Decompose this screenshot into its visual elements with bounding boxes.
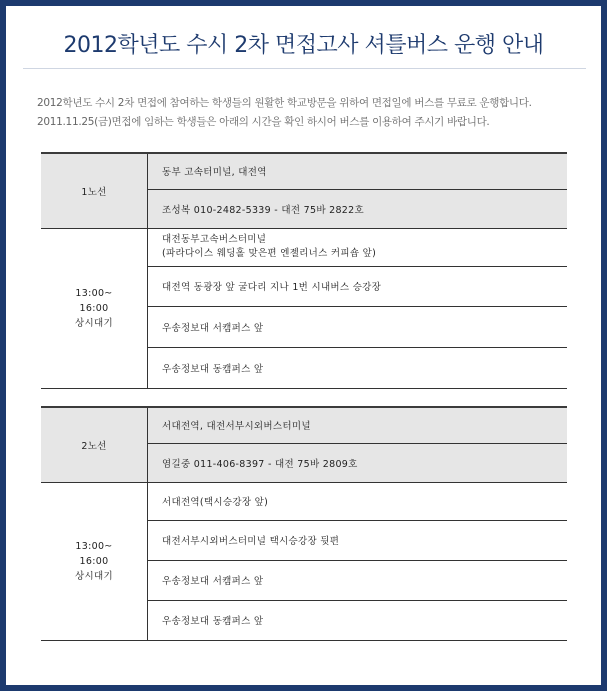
route-1-table: [41, 152, 567, 389]
route-2-stop-1: 서대전역(택시승강장 앞): [148, 482, 568, 520]
route-1-stop-1-line-2: (파라다이스 웨딩홀 맞은편 엔젤리너스 커피숍 앞): [162, 248, 377, 259]
route-2-stop-2: 대전서부시외버스터미널 택시승강장 뒷편: [148, 520, 568, 560]
route-1-stations: 동부 고속터미널, 대전역: [148, 153, 568, 189]
route-2-schedule: [41, 482, 148, 640]
intro-text: [37, 94, 587, 132]
route-2-time-end: 16:00: [79, 555, 109, 567]
route-1-stop-1: [148, 228, 568, 266]
route-2-stop-3: 우송정보대 서캠퍼스 앞: [148, 560, 568, 600]
route-1-time-start: 13:00~: [75, 287, 113, 299]
route-2-stations: 서대전역, 대전서부시외버스터미널: [148, 407, 568, 443]
route-2-stop-4: 우송정보대 동캠퍼스 앞: [148, 600, 568, 640]
route-1-standby: 상시대기: [75, 317, 113, 329]
intro-line-1: 2012학년도 수시 2차 면접에 참여하는 학생들의 원활한 학교방문을 위하여 면접일에 버스를 무료로 운행합니다.: [37, 97, 532, 109]
route-2-name: 2노선: [41, 407, 148, 482]
route-1-name: 1노선: [41, 153, 148, 228]
route-1-time-end: 16:00: [79, 302, 109, 314]
route-1-schedule: [41, 228, 148, 388]
intro-line-2: 2011.11.25(금)면접에 임하는 학생들은 아래의 시간을 확인 하시어 버스를 이용하여 주시기 바랍니다.: [37, 116, 490, 128]
route-2-table: [41, 406, 567, 641]
route-2-driver: 염길중 011-406-8397 - 대전 75바 2809호: [148, 443, 568, 482]
route-1-stop-3: 우송정보대 서캠퍼스 앞: [148, 306, 568, 347]
route-1-stop-1-line-1: 대전동부고속버스터미널: [162, 234, 267, 245]
route-1-stop-2: 대전역 동광장 앞 굴다리 지나 1번 시내버스 승강장: [148, 266, 568, 306]
title-divider: [23, 68, 586, 69]
route-2-standby: 상시대기: [75, 570, 113, 582]
route-2-time-start: 13:00~: [75, 540, 113, 552]
route-1-driver: 조성복 010-2482-5339 - 대전 75바 2822호: [148, 189, 568, 228]
page-title: 2012학년도 수시 2차 면접고사 셔틀버스 운행 안내: [63, 33, 544, 58]
route-1-stop-4: 우송정보대 동캠퍼스 앞: [148, 347, 568, 388]
